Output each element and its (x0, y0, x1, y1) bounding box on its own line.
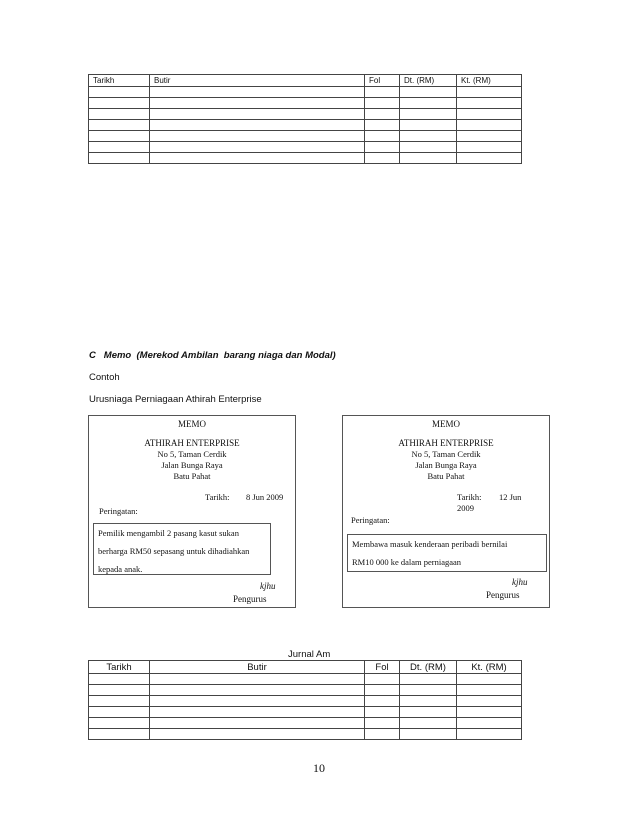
memo-address: No 5, Taman Cerdik (411, 449, 481, 459)
memo-right (342, 415, 550, 608)
memo-reminder-label: Peringatan: (351, 515, 390, 525)
example-subtitle: Urusniaga Perniagaan Athirah Enterprise (89, 394, 262, 405)
table-row (89, 109, 522, 120)
memo-address: Jalan Bunga Raya (415, 460, 477, 470)
table-row (89, 87, 522, 98)
table-row (89, 120, 522, 131)
table-cell (457, 729, 522, 740)
table-cell (457, 98, 522, 109)
memo-company: ATHIRAH ENTERPRISE (144, 438, 240, 448)
table-cell (365, 120, 400, 131)
table-cell (89, 98, 150, 109)
memo-body-line: Membawa masuk kenderaan peribadi bernilai (352, 539, 508, 549)
memo-signature: kjhu (512, 577, 528, 587)
column-header: Tarikh (89, 661, 150, 674)
memo-address: Jalan Bunga Raya (161, 460, 223, 470)
table-cell (457, 120, 522, 131)
table-row (89, 718, 522, 729)
table-header-row (89, 661, 522, 674)
table-cell (365, 685, 400, 696)
table-cell (89, 153, 150, 164)
table-cell (150, 131, 365, 142)
table-cell (365, 87, 400, 98)
table-cell (365, 109, 400, 120)
table-cell (457, 142, 522, 153)
table-cell (365, 696, 400, 707)
table-cell (400, 696, 457, 707)
memo-title: MEMO (177, 419, 206, 429)
column-header: Butir (150, 75, 365, 87)
memo-signatory: Pengurus (233, 594, 267, 604)
memo-date: 8 Jun 2009 (246, 492, 284, 502)
table-cell (150, 729, 365, 740)
memo-body-line: RM10 000 ke dalam perniagaan (352, 557, 462, 567)
table-cell (400, 153, 457, 164)
table-cell (365, 674, 400, 685)
table-row (89, 98, 522, 109)
table-cell (150, 120, 365, 131)
table-cell (89, 685, 150, 696)
table-cell (365, 131, 400, 142)
memo-address: Batu Pahat (173, 471, 211, 481)
memo-address: Batu Pahat (427, 471, 465, 481)
table-cell (150, 98, 365, 109)
table-cell (150, 142, 365, 153)
table-row (89, 142, 522, 153)
memo-date-label: Tarikh: (457, 492, 482, 502)
table-cell (150, 707, 365, 718)
memo-date: 12 Jun (499, 492, 522, 502)
table-cell (150, 718, 365, 729)
table-cell (365, 718, 400, 729)
table-cell (89, 120, 150, 131)
table-cell (89, 707, 150, 718)
memo-date-year: 2009 (457, 503, 474, 513)
table-cell (365, 142, 400, 153)
table-row (89, 707, 522, 718)
table-cell (400, 120, 457, 131)
journal-table (88, 660, 522, 740)
table-cell (457, 718, 522, 729)
table-cell (150, 109, 365, 120)
memo-body-line: Pemilik mengambil 2 pasang kasut sukan (98, 528, 239, 538)
table-cell (150, 696, 365, 707)
table-cell (400, 674, 457, 685)
table-row (89, 696, 522, 707)
table-row (89, 674, 522, 685)
memo-company: ATHIRAH ENTERPRISE (398, 438, 494, 448)
column-header: Kt. (RM) (457, 75, 522, 87)
table-cell (89, 729, 150, 740)
table-header-row (89, 75, 522, 87)
table-cell (89, 109, 150, 120)
table-cell (400, 707, 457, 718)
column-header: Fol (365, 661, 400, 674)
column-header: Butir (150, 661, 365, 674)
journal-title: Jurnal Am (288, 649, 331, 660)
table-cell (365, 707, 400, 718)
table-cell (400, 131, 457, 142)
table-row (89, 131, 522, 142)
table-cell (89, 674, 150, 685)
memo-title: MEMO (431, 419, 460, 429)
table-cell (457, 87, 522, 98)
table-cell (400, 109, 457, 120)
column-header: Tarikh (89, 75, 150, 87)
table-cell (457, 109, 522, 120)
table-cell (89, 142, 150, 153)
table-cell (457, 153, 522, 164)
table-cell (457, 685, 522, 696)
table-cell (457, 131, 522, 142)
ledger-table-top (88, 74, 522, 164)
section-heading: C Memo (Merekod Ambilan barang niaga dan Modal) (89, 350, 336, 361)
table-cell (89, 87, 150, 98)
table-cell (150, 153, 365, 164)
memo-date-label: Tarikh: (205, 492, 230, 502)
memo-body-line: berharga RM50 sepasang untuk dihadiahkan (98, 546, 250, 556)
table-row (89, 729, 522, 740)
column-header: Dt. (RM) (400, 75, 457, 87)
table-cell (89, 131, 150, 142)
table-cell (150, 674, 365, 685)
table-cell (400, 87, 457, 98)
memo-signature: kjhu (260, 581, 276, 591)
table-cell (400, 98, 457, 109)
table-cell (365, 153, 400, 164)
example-label: Contoh (89, 372, 120, 383)
column-header: Kt. (RM) (457, 661, 522, 674)
table-row (89, 153, 522, 164)
table-cell (400, 729, 457, 740)
memo-body-box (347, 534, 547, 572)
column-header: Dt. (RM) (400, 661, 457, 674)
table-cell (400, 685, 457, 696)
table-cell (457, 674, 522, 685)
memo-left (88, 415, 296, 608)
table-cell (89, 718, 150, 729)
table-cell (457, 696, 522, 707)
table-cell (365, 729, 400, 740)
memo-body-box (93, 523, 271, 575)
table-cell (400, 718, 457, 729)
memo-reminder-label: Peringatan: (99, 506, 138, 516)
table-cell (150, 87, 365, 98)
memo-body-line: kepada anak. (98, 564, 143, 574)
table-cell (457, 707, 522, 718)
table-row (89, 685, 522, 696)
table-cell (89, 696, 150, 707)
memo-address: No 5, Taman Cerdik (157, 449, 227, 459)
table-cell (150, 685, 365, 696)
table-cell (365, 98, 400, 109)
memo-signatory: Pengurus (486, 590, 520, 600)
table-cell (400, 142, 457, 153)
column-header: Fol (365, 75, 400, 87)
page-number: 10 (313, 761, 325, 775)
